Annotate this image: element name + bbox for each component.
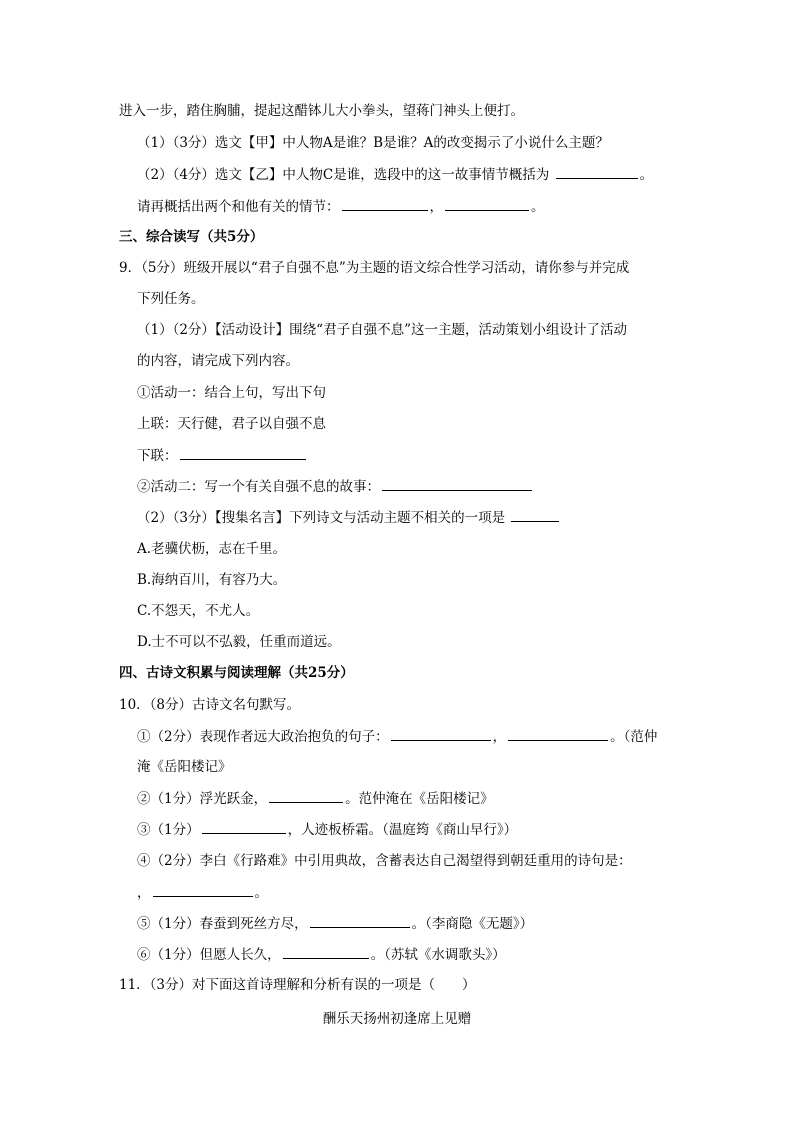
question-text: ③（1分）: [137, 822, 200, 838]
section-heading-3: [119, 227, 263, 247]
option-text: A.老骥伏枥，志在千里。: [137, 541, 287, 557]
passage-last-line: [119, 101, 524, 121]
question-text: 9．（5分）班级开展以“君子自强不息”为主题的语文综合性学习活动，请你参与并完成: [119, 260, 630, 276]
question-text-end: 。: [254, 885, 268, 901]
question-text: 淹《岳阳楼记》: [137, 759, 232, 775]
question-10-2: [137, 788, 494, 808]
answer-blank[interactable]: [391, 726, 491, 741]
question-10: [119, 695, 300, 715]
question-text: （2）（3分）【搜集名言】下列诗文与活动主题不相关的一项是: [137, 510, 506, 526]
question-text-end: 。: [531, 199, 545, 215]
section-heading-4: [119, 663, 354, 683]
poem-title: [0, 1009, 794, 1029]
question-10-4: [137, 851, 632, 871]
question-10-4-cont: [137, 882, 268, 902]
section-title: 三、综合读写（共5分）: [119, 229, 264, 245]
option-text: C.不怨天，不尤人。: [137, 603, 260, 619]
question-text-end: 。（李商隐《无题》）: [411, 916, 534, 932]
activity-text: ①活动一：结合上句，写出下句: [137, 385, 326, 401]
question-8-2-cont: [137, 196, 545, 216]
answer-blank[interactable]: [153, 882, 253, 897]
question-9-1: [137, 320, 627, 340]
question-text: 下列任务。: [137, 291, 205, 307]
question-10-5: [137, 913, 533, 933]
question-text: 11．（3分）对下面这首诗理解和分析有误的一项是（ ）: [119, 977, 476, 993]
question-8-1: [137, 133, 609, 153]
answer-blank[interactable]: [310, 913, 410, 928]
answer-blank[interactable]: [511, 507, 559, 522]
option-c: [137, 601, 259, 621]
question-text-end: 。范仲淹在《岳阳楼记》: [345, 791, 494, 807]
separator: ，: [492, 729, 507, 745]
answer-blank[interactable]: [382, 476, 532, 491]
question-text-end: 。（苏轼《水调歌头》）: [370, 947, 506, 963]
couplet-upper: [137, 414, 326, 434]
section-title: 四、古诗文积累与阅读理解（共25分）: [119, 665, 354, 681]
poem-title-text: 酬乐天扬州初逢席上见赠: [322, 1011, 472, 1027]
passage-text: 进入一步，踏住胸脯，提起这醋钵儿大小拳头，望蒋门神头上便打。: [119, 103, 524, 119]
question-9-1-cont: [137, 351, 299, 371]
option-text: D.士不可以不弘毅，任重而道远。: [137, 634, 341, 650]
couplet-lower: [137, 445, 308, 465]
option-a: [137, 539, 286, 559]
answer-blank[interactable]: [180, 445, 306, 460]
answer-blank[interactable]: [508, 726, 608, 741]
question-text-end: ，人迹板桥霜。（温庭筠《商山早行》）: [287, 822, 518, 838]
question-8-2: [137, 164, 653, 184]
question-11: [119, 975, 476, 995]
question-text: （1）（3分）选文【甲】中人物A是谁？B是谁？A的改变揭示了小说什么主题？: [137, 135, 609, 151]
activity-2: [137, 476, 534, 496]
question-text: ⑤（1分）春蚕到死丝方尽，: [137, 916, 308, 932]
activity-1: [137, 383, 326, 403]
option-b: [137, 570, 286, 590]
question-10-3: [137, 819, 517, 839]
question-text: 请再概括出两个和他有关的情节：: [137, 199, 340, 215]
question-text: ④（2分）李白《行路难》中引用典故，含蓄表达自己渴望得到朝廷重用的诗句是：: [137, 853, 632, 869]
question-text: ②（1分）浮光跃金，: [137, 791, 268, 807]
question-10-1-cont: [137, 757, 232, 777]
separator: ，: [137, 885, 151, 901]
question-text: （2）（4分）选文【乙】中人物C是谁，选段中的这一故事情节概括为: [137, 167, 550, 183]
couplet-text: 上联：天行健，君子以自强不息: [137, 416, 326, 432]
question-9: [119, 258, 629, 278]
activity-text: ②活动二：写一个有关自强不息的故事：: [137, 479, 380, 495]
option-d: [137, 632, 341, 652]
option-text: B.海纳百川，有容乃大。: [137, 572, 287, 588]
question-text-end: 。（范仲: [610, 729, 658, 745]
answer-blank[interactable]: [556, 164, 638, 179]
question-text: ⑥（1分）但愿人长久，: [137, 947, 281, 963]
answer-blank[interactable]: [445, 196, 529, 211]
question-10-1: [137, 726, 657, 746]
separator: ，: [429, 199, 443, 215]
question-9-cont: [137, 289, 205, 309]
question-10-6: [137, 944, 506, 964]
question-9-2: [137, 507, 561, 527]
answer-blank[interactable]: [342, 196, 428, 211]
question-text-end: 。: [639, 167, 654, 183]
question-text: 10．（8分）古诗文名句默写。: [119, 697, 301, 713]
question-text: （1）（2分）【活动设计】围绕“君子自强不息”这一主题，活动策划小组设计了活动: [137, 322, 627, 338]
question-text: ①（2分）表现作者远大政治抱负的句子：: [137, 729, 389, 745]
answer-blank[interactable]: [202, 819, 286, 834]
question-text: 的内容，请完成下列内容。: [137, 353, 299, 369]
couplet-text: 下联：: [137, 448, 178, 464]
answer-blank[interactable]: [269, 788, 343, 803]
answer-blank[interactable]: [283, 944, 369, 959]
